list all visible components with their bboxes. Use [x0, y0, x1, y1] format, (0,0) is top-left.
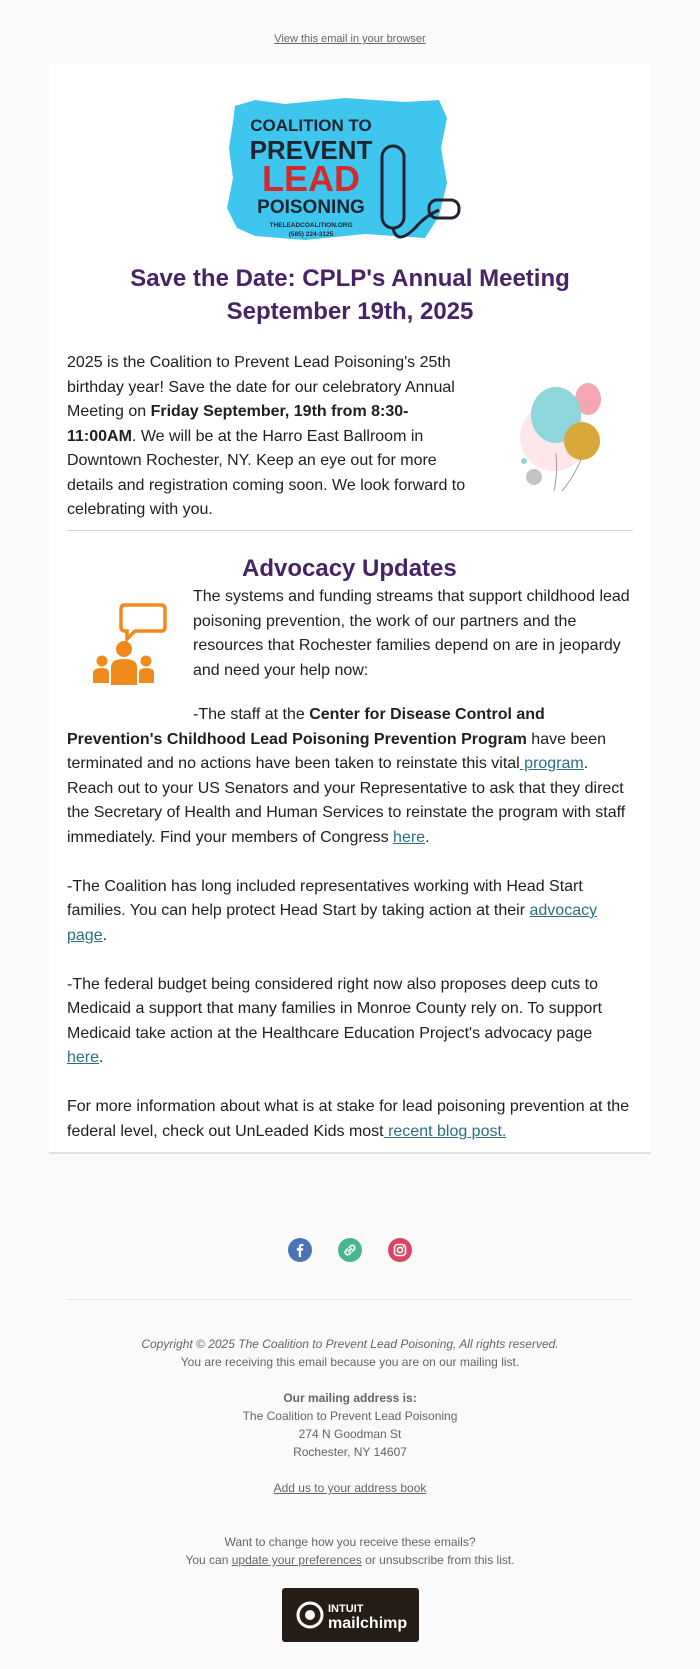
unsubscribe-text: or unsubscribe from this list. — [361, 1553, 515, 1567]
badge-mailchimp: mailchimp — [328, 1615, 408, 1632]
person-head-left — [97, 656, 108, 667]
intro-part2: . We will be at the Harro East Ballroom in Downtown Rochester, NY. Keep an eye out for more details and registration coming soon. We look forward to celebrating with you. — [67, 427, 466, 518]
instagram-icon — [388, 1238, 412, 1262]
link-icon — [338, 1238, 362, 1262]
website-link-button[interactable] — [338, 1238, 362, 1262]
person-body-left — [93, 668, 109, 683]
balloon-teal-dot — [521, 458, 527, 464]
headstart-text-b: . — [102, 926, 108, 944]
badge-intuit: INTUIT — [328, 1603, 364, 1615]
advocacy-item-medicaid — [67, 973, 633, 1071]
logo-phone: (585) 224-3125 — [288, 231, 334, 238]
logo-line2: PREVENT — [249, 135, 373, 165]
balloons-image — [516, 373, 616, 501]
cdc-text-b: have been terminated and no actions have been taken to reinstate this vital — [67, 730, 607, 772]
footer — [0, 1335, 700, 1569]
balloons-icon — [516, 373, 616, 501]
coalition-logo-graphic — [225, 88, 490, 243]
view-in-browser-link[interactable]: View this email in your browser — [274, 33, 426, 45]
social-links — [0, 1238, 700, 1262]
advocacy-title: Advocacy Updates — [242, 555, 457, 582]
person-body-center — [111, 659, 137, 685]
intro-paragraph — [67, 351, 477, 523]
speech-bubble — [121, 605, 165, 639]
logo-line4: POISONING — [257, 197, 365, 218]
advocacy-body — [67, 703, 633, 1169]
change-emails-text: Want to change how you receive these emails? — [224, 1535, 476, 1549]
you-can-text: You can — [185, 1553, 232, 1567]
person-body-right — [139, 668, 154, 683]
intro-date: Friday September, 19th from 8:30-11:00AM — [67, 403, 409, 445]
address-org: The Coalition to Prevent Lead Poisoning — [242, 1409, 458, 1423]
congress-here-link[interactable]: here — [393, 828, 426, 846]
mailing-address-label: Our mailing address is: — [283, 1391, 417, 1405]
facebook-button[interactable] — [288, 1238, 312, 1262]
add-to-address-book-link[interactable]: Add us to your address book — [273, 1481, 427, 1495]
headline-line1: Save the Date: CPLP's Annual Meeting — [130, 265, 570, 292]
preferences-line — [0, 1551, 700, 1569]
headline — [49, 262, 651, 328]
copyright-text: Copyright © 2025 The Coalition to Prevent Lead Poisoning, All rights reserved. — [141, 1337, 559, 1351]
logo-line3: LEAD — [262, 158, 360, 199]
advocacy-item-more-info — [67, 1095, 633, 1144]
facebook-icon — [288, 1238, 312, 1262]
blog-post-link[interactable]: recent blog post. — [383, 1122, 507, 1140]
headline-line2: September 19th, 2025 — [226, 298, 474, 325]
advocacy-intro: The systems and funding streams that support childhood lead poisoning prevention, the work of our partners and the resources that Rochester families depend on are in jeopardy and need your help now: — [193, 588, 630, 679]
cdc-text-d: . — [425, 828, 430, 846]
medicaid-here-link[interactable]: here — [67, 1049, 100, 1066]
coalition-logo — [225, 88, 490, 243]
cdc-text-a: -The staff at the — [193, 706, 310, 723]
logo-url: THELEADCOALITION.ORG — [269, 222, 353, 229]
balloon-gold — [564, 422, 600, 460]
advocacy-item-headstart — [67, 875, 633, 949]
cdc-program-link[interactable]: program — [519, 755, 584, 772]
instagram-button[interactable] — [388, 1238, 412, 1262]
cdc-text-c: . Reach out to your US Senators and your Representative to ask that they direct the Secretary of Health and Human Services to reinstate the program with staff immediately. Find your members of Congress — [67, 755, 626, 846]
mailchimp-logo — [282, 1588, 419, 1642]
person-head-right — [141, 656, 152, 667]
intro-part1: 2025 is the Coalition to Prevent Lead Poisoning's 25th birthday year! Save the date for our celebratory Annual Meeting on — [67, 354, 455, 420]
medicaid-text-a: -The federal budget being considered right now also proposes deep cuts to Medicaid a support that many families in Monroe County rely on. To support Medicaid take action at the Healthcare Education Project's advocacy page — [67, 975, 603, 1042]
receiving-text: You are receiving this email because you are on our mailing list. — [180, 1355, 520, 1369]
view-in-browser-bar — [0, 0, 700, 63]
update-preferences-link[interactable]: update your preferences — [231, 1553, 362, 1567]
balloon-gray-dot — [526, 469, 542, 485]
advocacy-item-cdc — [67, 703, 633, 850]
more-info-text: For more information about what is at stake for lead poisoning prevention at the federal level, check out UnLeaded Kids most — [67, 1098, 630, 1140]
footer-divider — [67, 1299, 633, 1300]
section-divider — [67, 530, 633, 531]
email-card — [49, 63, 651, 1154]
people-speech-icon — [91, 601, 171, 691]
address-city: Rochester, NY 14607 — [293, 1445, 407, 1459]
person-head-center — [116, 641, 132, 657]
advocacy-people-icon — [91, 601, 171, 691]
headstart-text-a: -The Coalition has long included representatives working with Head Start families. You can help protect Head Start by taking action at their — [67, 877, 583, 919]
mailchimp-badge[interactable] — [282, 1588, 419, 1642]
address-street: 274 N Goodman St — [298, 1427, 402, 1441]
cdc-program-name: Center for Disease Control and Prevention's Childhood Lead Poisoning Prevention Program — [67, 706, 545, 748]
logo-line1: COALITION TO — [250, 116, 372, 135]
medicaid-text-b: . — [99, 1049, 104, 1066]
headstart-advocacy-link[interactable]: advocacy page — [67, 902, 598, 944]
